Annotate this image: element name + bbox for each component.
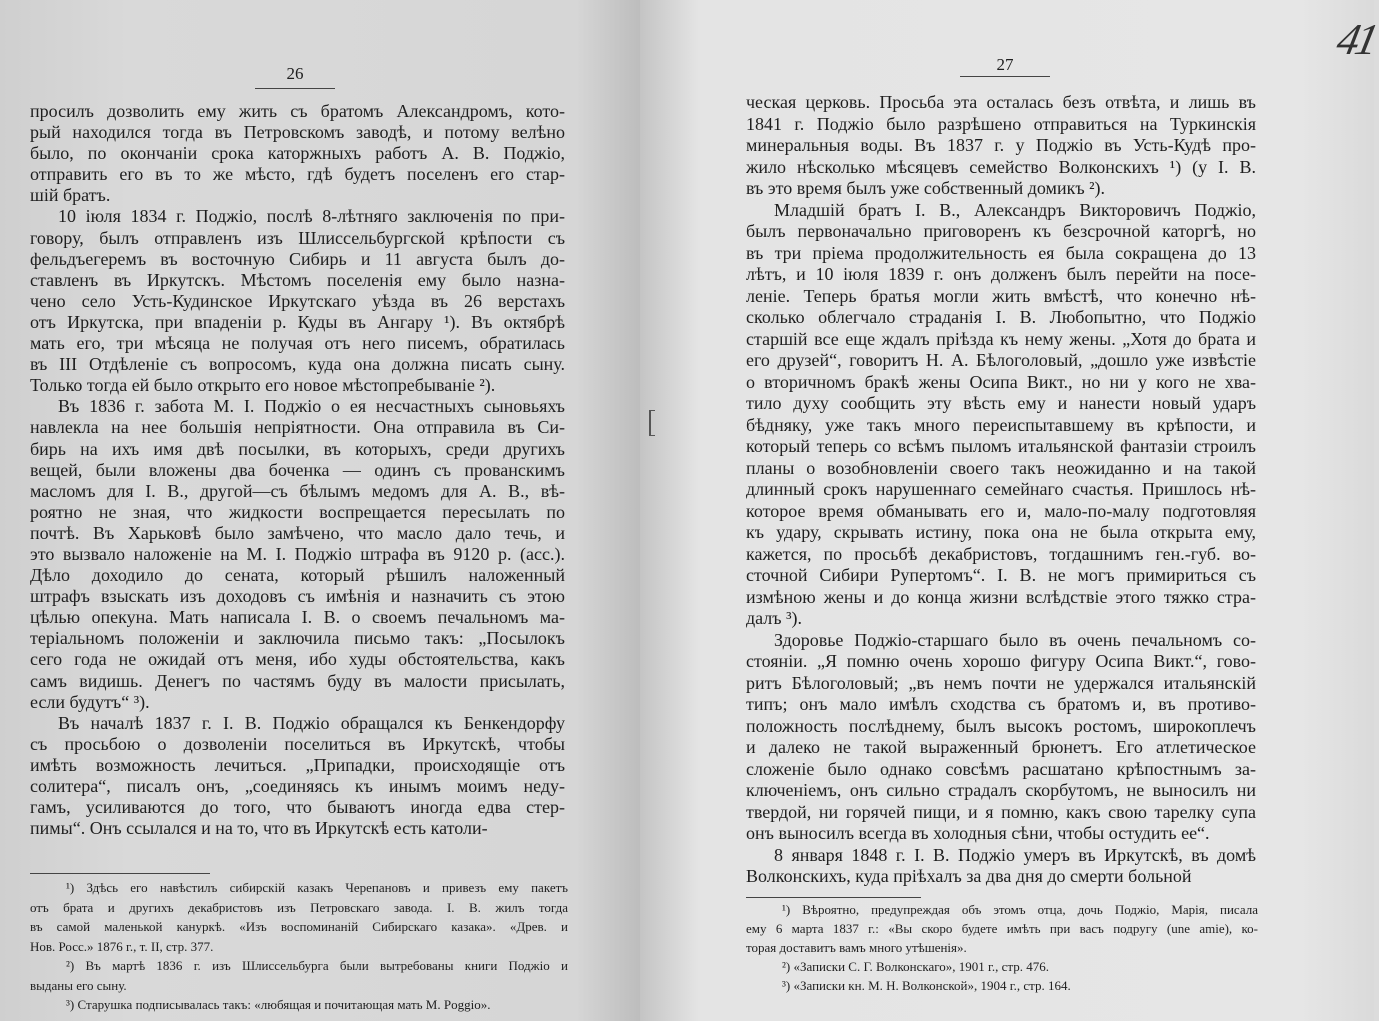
footnote <box>746 900 1258 957</box>
text-line: ритъ Бѣлоголовый; „въ немъ почти не удержался итальянскій <box>746 672 1256 693</box>
page-number: 27 <box>996 55 1014 74</box>
text-line: это вызвало наложеніе на М. I. Поджіо штрафа въ 9120 р. (асс.). <box>30 543 565 564</box>
text-line: длинный срокъ нарушеннаго семейнаго счастья. Пришлось нѣ- <box>746 479 1256 499</box>
text-line: онъ выносилъ всегда въ холодныя сѣни, чтобы остудить ее“. <box>746 823 1210 843</box>
text-line: ³) Старушка подписывалась такъ: «любящая и почитающая мать M. Poggio». <box>66 997 491 1012</box>
text-line: о вторичномъ бракѣ жены Осипа Викт., но ни у кого не хва- <box>746 371 1256 392</box>
footnote <box>30 995 568 1015</box>
text-line: ческая церковь. Просьба эта осталась безъ отвѣта, и лишь въ <box>746 92 1256 112</box>
text-line: рый находился тогда въ Петровскомъ заводѣ, и потому велѣно <box>30 122 565 143</box>
text-line: вещей, были вложены два боченка — одинъ съ прованскимъ <box>30 459 565 480</box>
text-line: чено село Усть-Кудинское Иркутскаго уѣзда въ 26 верстахъ <box>30 290 565 311</box>
text-line: въ это время былъ уже собственный домикъ ²). <box>746 178 1106 198</box>
text-line: его друзей“, говоритъ Н. А. Бѣлоголовый, „дошло уже извѣстіе <box>746 350 1256 370</box>
text-line: въ три пріема продолжительность ея была сокращена до 13 <box>746 242 1256 263</box>
text-line: Здоровье Поджіо-старшаго было въ очень печальномъ со- <box>774 629 1256 650</box>
footnotes <box>30 878 568 1015</box>
left-page <box>0 0 640 1021</box>
text-line: отъ брата и другихъ декабристовъ изъ Петровскаго завода. I. В. жилъ тогда <box>30 899 568 915</box>
text-line: почтѣ. Въ Харьковѣ было замѣчено, что масло дало течь, и <box>30 522 565 543</box>
right-page <box>640 0 1374 1021</box>
text-line: жило нѣсколько мѣсяцевъ семейство Волконскихъ ¹) (у I. В. <box>746 156 1256 177</box>
text-line: бѣдняку, уже такъ много переиспытавшему въ крѣпости, и <box>746 414 1256 435</box>
paragraph <box>746 92 1256 200</box>
text-line: фельдъегеремъ въ восточную Сибирь и 11 августа былъ до- <box>30 248 565 269</box>
footnote-rule <box>30 873 210 874</box>
handwritten-folio-number: 41 <box>1332 15 1379 64</box>
text-line: измѣною жены и до конца жизни вслѣдствіе этого тяжко стра- <box>746 586 1256 607</box>
gutter-bracket-mark <box>649 410 655 436</box>
text-line: былъ первоначально приговоренъ къ безсрочной каторгѣ, но <box>746 221 1256 241</box>
text-line: къ удару, скрывать истину, пока она не была открыта ему, <box>746 522 1256 542</box>
text-line: старшій все еще ждалъ пріѣзда къ нему жены. „Хотя до брата и <box>746 328 1256 349</box>
text-line: роятно не зная, что жидкости воспрещается пересылать по <box>30 501 565 522</box>
text-line: Волконскихъ, куда пріѣхалъ за два дня до смерти больной <box>746 866 1192 886</box>
text-line: солитера“, писалъ онъ, „соединяясь къ инымъ моимъ неду- <box>30 776 565 796</box>
text-line: штрафъ взыскать изъ доходовъ съ имѣнія и назначить съ этою <box>30 586 565 607</box>
paragraph <box>30 101 565 206</box>
text-line: ²) Въ мартѣ 1836 г. изъ Шлиссельбурга были вытребованы книги Поджіо и <box>66 958 568 973</box>
text-line: сточной Сибири Рупертомъ“. I. В. не могъ примириться съ <box>746 565 1256 585</box>
text-line: ставленъ въ Иркутскъ. Мѣстомъ поселенія ему было назна- <box>30 269 565 290</box>
text-line: Младшій братъ I. В., Александръ Викторовичъ Поджіо, <box>774 199 1256 220</box>
text-line: пимы“. Онъ ссылался и на то, что въ Иркутскѣ есть католи- <box>30 818 488 839</box>
text-line: сего года не ожидай отъ меня, ибо худы обстоятельства, какъ <box>30 649 565 670</box>
text-line: далъ ³). <box>746 608 802 628</box>
main-text <box>746 92 1256 888</box>
main-text <box>30 101 565 839</box>
text-line: выданы его сыну. <box>30 977 127 993</box>
text-line: твердой, ни горячей пищи, и я помню, какъ свою тарелку супа <box>746 801 1256 822</box>
text-line: мать его, три мѣсяца не получая отъ него писемъ, обратилась <box>30 333 565 354</box>
text-line: тило духу сообщить эту вѣсть ему и нанести новый ударъ <box>746 393 1256 413</box>
paragraph <box>30 713 565 840</box>
text-line: ему 6 марта 1837 г.: «Вы скоро будете имѣть при васъ подругу (une amie), ко- <box>746 921 1258 936</box>
text-line: 1841 г. Поджіо было разрѣшено отправиться на Туркинскія <box>746 113 1256 134</box>
text-line: было, по окончаніи срока каторжныхъ работъ А. В. Поджіо, <box>30 143 565 164</box>
footnote <box>746 957 1258 976</box>
text-line: ¹) Вѣроятно, предупреждая объ этомъ отца, дочь Поджіо, Марія, писала <box>782 902 1258 917</box>
text-line: имѣть возможность лечиться. „Припадки, происходящіе отъ <box>30 754 565 775</box>
paragraph <box>746 630 1256 845</box>
text-line: торая доставитъ вамъ много утѣшенія». <box>746 940 967 955</box>
footnote-rule <box>746 897 921 898</box>
text-line: просилъ дозволить ему жить съ братомъ Александромъ, кото- <box>30 101 565 121</box>
text-line: ¹) Здѣсь его навѣстилъ сибирскій казакъ Черепановъ и привезъ ему пакетъ <box>66 880 568 895</box>
text-line: ключеніемъ, онъ сильно страдалъ скорбутомъ, не выносилъ ни <box>746 780 1256 800</box>
text-line: въ III Отдѣленіе съ вопросомъ, куда она должна писать сыну. <box>30 354 565 375</box>
text-line: положность послѣднему, былъ высокъ ростомъ, широкоплечъ <box>746 715 1256 736</box>
text-line: Только тогда ей было открыто его новое мѣстопребываніе ²). <box>30 375 496 396</box>
paragraph <box>746 845 1256 888</box>
text-line: и далеко не такой выраженный брюнетъ. Его атлетическое <box>746 737 1256 757</box>
text-line: стояніи. „Я помню очень хорошо фигуру Осипа Викт.“, гово- <box>746 651 1256 671</box>
text-line: теріальномъ положеніи и заключила письмо такъ: „Посылокъ <box>30 628 565 649</box>
paragraph <box>30 396 565 712</box>
text-line: если будутъ“ ³). <box>30 691 150 712</box>
text-line: Въ 1836 г. забота М. I. Поджіо о ея несчастныхъ сыновьяхъ <box>58 396 565 417</box>
text-line: гамъ, усиливаются до того, что бываютъ иногда едва стер- <box>30 797 565 818</box>
text-line: которое время обманывать его и, мало-по-малу подготовляя <box>746 500 1256 521</box>
text-line: съ просьбою о дозволеніи поселиться въ Иркутскѣ, чтобы <box>30 733 565 754</box>
text-line: 8 января 1848 г. I. В. Поджіо умеръ въ Иркутскѣ, въ домѣ <box>774 844 1256 865</box>
text-line: навлекла на нее большія непріятности. Она отправила въ Си- <box>30 417 565 438</box>
text-line: отправить его въ то же мѣсто, гдѣ будетъ поселенъ его стар- <box>30 164 565 185</box>
text-line: планы о возобновленіи своего такъ неожиданно и на такой <box>746 457 1256 478</box>
footnote <box>30 956 568 995</box>
text-line: Въ началѣ 1837 г. I. В. Поджіо обращался къ Бенкендорфу <box>58 712 565 733</box>
text-line: 10 іюля 1834 г. Поджіо, послѣ 8-лѣтняго заключенія по при- <box>58 206 565 227</box>
text-line: сколько облегчало страданія I. В. Любопытно, что Поджіо <box>746 307 1256 327</box>
text-line: въ самой маленькой кануркѣ. «Изъ воспоминаній Сибирскаго казака». «Древ. и <box>30 919 568 934</box>
text-line: ³) «Записки кн. М. Н. Волконской», 1904 г., стр. 164. <box>782 978 1071 993</box>
text-line: минеральныя воды. Въ 1837 г. у Поджіо въ Усть-Кудѣ про- <box>746 135 1256 155</box>
text-line: лѣтъ, и 10 іюля 1839 г. онъ долженъ былъ перейти на посе- <box>746 264 1256 284</box>
footnotes <box>746 900 1258 995</box>
text-line: Дѣло доходило до сената, который рѣшилъ наложенный <box>30 565 565 586</box>
text-line: масломъ для I. В., другой—съ бѣлымъ медомъ для А. В., вѣ- <box>30 480 565 501</box>
text-line: сложеніе было однако совсѣмъ расшатано крѣпостнымъ за- <box>746 758 1256 779</box>
text-line: ²) «Записки С. Г. Волконскаго», 1901 г., стр. 476. <box>782 959 1050 974</box>
footnote <box>746 976 1258 995</box>
text-line: говору, былъ отправленъ изъ Шлиссельбургской крѣпости съ <box>30 227 565 248</box>
text-line: бирь на ихъ имя двѣ посылки, въ которыхъ, среди другихъ <box>30 438 565 459</box>
text-line: шій братъ. <box>30 185 111 206</box>
footnote <box>30 878 568 956</box>
page-number-rule <box>255 88 335 89</box>
text-line: который теперь со всѣмъ пыломъ итальянской фантазіи строилъ <box>746 436 1256 456</box>
text-line: кажется, по просьбѣ декабристовъ, тогдашнимъ ген.-губ. во- <box>746 543 1256 564</box>
page-number-rule <box>960 76 1050 77</box>
page-number: 26 <box>286 64 304 83</box>
paragraph <box>746 200 1256 630</box>
text-line: отъ Иркутска, при впаденіи р. Куды въ Ангару ¹). Въ октябрѣ <box>30 311 565 332</box>
text-line: леніе. Теперь братья могли жить вмѣстѣ, что конечно нѣ- <box>746 285 1256 306</box>
text-line: самъ видишь. Денегъ по частямъ буду въ малости присылать, <box>30 670 565 691</box>
text-line: Нов. Росс.» 1876 г., т. II, стр. 377. <box>30 938 214 954</box>
text-line: цѣлью опекуна. Мать написала I. В. о своемъ печальномъ ма- <box>30 607 565 628</box>
text-line: типъ; онъ мало имѣлъ сходства съ братомъ и, въ противо- <box>746 694 1256 714</box>
paragraph <box>30 206 565 396</box>
